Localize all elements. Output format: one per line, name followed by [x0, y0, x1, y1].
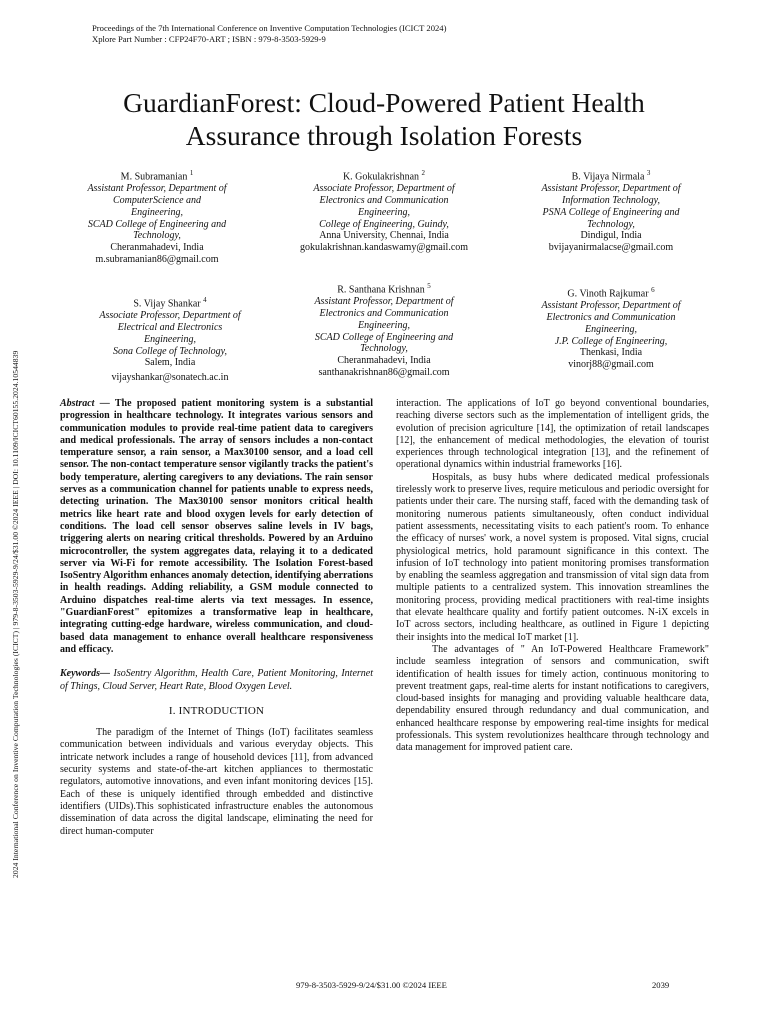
- paper-title: [60, 86, 708, 152]
- author-affil-4: College of Engineering, Guindy,: [319, 218, 449, 230]
- keywords-label: Keywords: [60, 668, 100, 680]
- author-4: [72, 295, 268, 384]
- right-paragraph-1: interaction. The applications of IoT go beyond conventional boundaries, reaching diverse sectors such as the implementation of intelligent grids, the evolution of precision agriculture [14], the optimization of retail landscapes [12], the enhancement of medical methodologies, the elevation of tourist experiences through technological integration [13], and the refinement of operational dynamics within industrial frameworks [16].: [396, 398, 709, 471]
- intro-paragraph-1: The paradigm of the Internet of Things (IoT) facilitates seamless communication between individuals and various everyday objects. This intricate network includes a range of household devices [11], from advanced security systems and state-of-the-art kitchen appliances to thermostatic regulators, automotive innovations, and even infant monitoring devices [15]. Each of these is uniquely identified through embedded and distinctive identifiers (UIDs).This sophisticated infrastructure enables the autonomous dissemination of data across the digital landscape, eliminating the need for direct human-computer: [60, 727, 373, 837]
- author-sup: 6: [651, 286, 655, 294]
- footer-page-number: 2039: [652, 980, 670, 990]
- author-email[interactable]: m.subramanian86@gmail.com: [95, 253, 219, 265]
- proceedings-header: [92, 23, 446, 45]
- author-sup: 4: [203, 296, 207, 304]
- title-line2: Assurance through Isolation Forests: [185, 120, 583, 151]
- author-affil-2: Information Technology,: [562, 194, 660, 206]
- author-place: Dindigul, India: [580, 230, 642, 242]
- author-affil-3: Engineering,: [585, 323, 637, 335]
- author-sup: 5: [427, 282, 431, 290]
- right-column: [396, 398, 709, 755]
- author-affil-1: Assistant Professor, Department of: [314, 296, 454, 308]
- author-affil-4: J.P. College of Engineering,: [554, 335, 668, 347]
- author-affil-5: Technology,: [133, 230, 181, 242]
- author-affil-3: Engineering,: [144, 333, 196, 345]
- author-3: [516, 168, 706, 254]
- author-affil-1: Assistant Professor, Department of: [541, 183, 681, 195]
- author-email[interactable]: vinorj88@gmail.com: [568, 359, 654, 371]
- author-affil-4: SCAD College of Engineering and: [314, 331, 454, 343]
- author-6: [516, 285, 706, 371]
- abstract-label: Abstract: [60, 398, 95, 409]
- right-paragraph-2: Hospitals, as busy hubs where dedicated medical professionals tirelessly work to preserve lives, require meticulous and periodic oversight for patients under their care. The nursing staff, faced with the demanding task of monitoring numerous patients simultaneously, often conduct individual patient assessments, necessitating visits to each patient's room. To enhance the efficacy of nurses' work, a novel system is proposed. Vital signs, crucial physiological metrics, hold paramount significance in this context. The infusion of IoT technology into patient monitoring promises transformation by enabling the seamless aggregation and transmission of vital sign data from multiple patients to a centralized system. This innovation streamlines the monitoring process, providing medical practitioners with real-time insights that elevate healthcare quality and fortify patient outcomes. N-iX excels in IoT across sectors, including healthcare, as outlined in Figure 1 depicting their insights into the medical IoT market [1].: [396, 471, 709, 643]
- author-affil-4: SCAD College of Engineering and: [87, 218, 227, 230]
- keywords: [60, 668, 373, 693]
- author-affil-1: Assistant Professor, Department of: [87, 183, 227, 195]
- side-doi-text: 2024 International Conference on Inventive Computation Technologies (ICICT) | 979-8-3503-5929-9/24/$31.00 ©2024 IEEE | DOI: 10.1109/ICICT60155.2024.10544839: [11, 350, 20, 878]
- proceedings-line1: Proceedings of the 7th International Conference on Inventive Computation Technologies (ICICT 2024): [92, 23, 447, 33]
- author-name: K. Gokulakrishnan: [342, 171, 420, 183]
- title-line1: GuardianForest: Cloud-Powered Patient Health: [123, 87, 645, 118]
- author-affil-2: Electrical and Electronics: [117, 321, 223, 333]
- author-affil-3: Engineering,: [131, 206, 183, 218]
- author-place: Cheranmahadevi, India: [337, 355, 431, 367]
- abstract-text: The proposed patient monitoring system is a substantial progression in healthcare technology. It integrates various sensors and communication modules to provide real-time patient data to caregivers and medical professionals. The array of sensors includes a non-contact temperature sensor, a rain sensor, a Max30100 sensor, and a load cell sensor. The non-contact temperature sensor vigilantly tracks the patient's body temperature, alerting caregivers to any deviations. The rain sensor serves as a communication channel for patients unable to express needs, detecting urination. The Max30100 sensor monitors critical health metrics like heart rate and blood oxygen levels for early detection of conditions. The load cell sensor observes saline levels in IV bags, triggering alerts on nearing critical thresholds. Powered by an Arduino microcontroller, the system aggregates data, relaying it to a dedicated server via Wi-Fi for remote accessibility. The Isolation Forest-based IsoSentry Algorithm enhances anomaly detection, identifying aberrations in health readings. Adding reliability, a GSM module connected to Arduino dispatches real-time alerts via text messages. In essence, "GuardianForest" epitomizes a transformative leap in healthcare, integrating cutting-edge hardware, wireless communication, and cloud-based data management to enhance overall healthcare responsiveness and efficacy.: [60, 398, 373, 655]
- author-affil-3: PSNA College of Engineering and: [542, 206, 680, 218]
- author-place: Thenkasi, India: [579, 347, 643, 359]
- author-1: [62, 168, 252, 266]
- author-name: B. Vijaya Nirmala: [571, 171, 645, 183]
- author-email[interactable]: vijayshankar@sonatech.ac.in: [111, 372, 229, 384]
- right-paragraph-3: The advantages of " An IoT-Powered Healthcare Framework" include seamless integration of sensors and communication, swift identification of health issues for timely action, continuous monitoring to prevent treatment gaps, real-time alerts for instant notifications to caregivers, cloud-based insights for managing and providing valuable healthcare data, dependability ensured through redundancy and dual communication, and enhanced healthcare response by empowering real-time insights for medical professionals. This system revolutionizes healthcare through technology and data management for improved patient care.: [396, 643, 709, 754]
- author-name: G. Vinoth Rajkumar: [567, 288, 649, 300]
- left-column: [60, 398, 373, 838]
- author-sup: 1: [189, 169, 194, 177]
- author-name: S. Vijay Shankar: [133, 298, 201, 310]
- author-affil-4: Sona College of Technology,: [112, 345, 228, 357]
- author-email[interactable]: gokulakrishnan.kandaswamy@gmail.com: [299, 242, 469, 254]
- author-affil-2: ComputerScience and: [112, 194, 202, 206]
- proceedings-line2: Xplore Part Number : CFP24F70-ART ; ISBN : 979-8-3503-5929-9: [92, 34, 326, 44]
- author-affil-1: Assistant Professor, Department of: [541, 300, 681, 312]
- author-affil-2: Electronics and Communication: [319, 194, 449, 206]
- author-2: [282, 168, 486, 254]
- author-sup: 2: [421, 169, 426, 177]
- author-affil-5: Technology,: [360, 343, 408, 355]
- author-5: [286, 281, 482, 379]
- author-affil-3: Engineering,: [358, 206, 410, 218]
- keywords-dash: —: [100, 668, 114, 680]
- author-affil-2: Electronics and Communication: [319, 307, 449, 319]
- author-email[interactable]: bvijayanirmalacse@gmail.com: [548, 242, 674, 254]
- author-email[interactable]: santhanakrishnan86@gmail.com: [318, 366, 450, 378]
- author-affil-4: Technology,: [587, 218, 635, 230]
- author-place: Anna University, Chennai, India: [319, 230, 449, 242]
- abstract-dash: —: [94, 398, 115, 409]
- author-name: R. Santhana Krishnan: [337, 284, 425, 296]
- keywords-text: IsoSentry Algorithm, Health Care, Patient Monitoring, Internet of Things, Cloud Server, Heart Rate, Blood Oxygen Level.: [60, 668, 374, 692]
- author-affil-1: Associate Professor, Department of: [313, 183, 455, 195]
- side-doi-strip: [11, 178, 25, 878]
- author-place: Cheranmahadevi, India: [110, 242, 204, 254]
- author-place: Salem, India: [144, 357, 196, 369]
- author-sup: 3: [646, 169, 651, 177]
- author-affil-2: Electronics and Communication: [546, 311, 676, 323]
- author-affil-1: Associate Professor, Department of: [99, 310, 241, 322]
- footer-copyright: 979-8-3503-5929-9/24/$31.00 ©2024 IEEE: [296, 980, 447, 990]
- section-heading-introduction: I. INTRODUCTION: [168, 704, 265, 717]
- author-name: M. Subramanian: [120, 171, 188, 183]
- abstract: [60, 398, 373, 656]
- author-affil-3: Engineering,: [358, 319, 410, 331]
